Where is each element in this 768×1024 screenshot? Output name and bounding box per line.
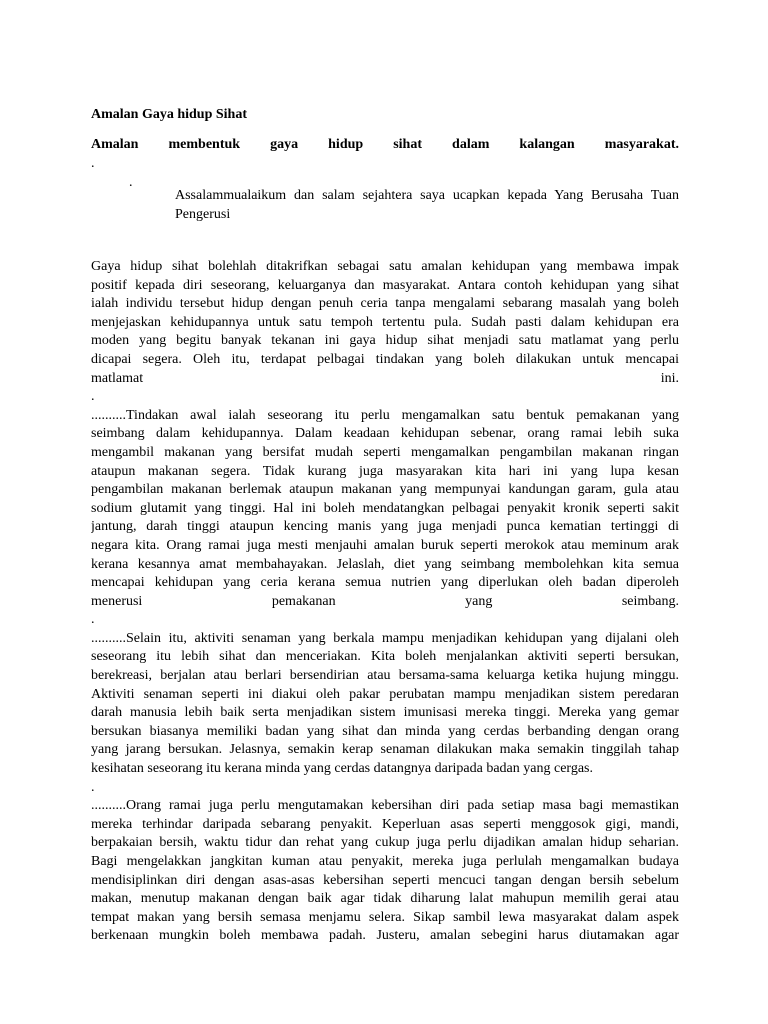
text-line: mengambil makanan yang bersifat mudah seperti mengamalkan pengambilan makanan ringan: [91, 444, 679, 460]
text-line: berpakaian bersih, waktu tidur dan rehat yang cukup juga perlu dijadikan amalan hidup seharian.: [91, 835, 679, 851]
text-line: positif kepada diri seseorang, keluarganya dan masyarakat. Antara contoh kehidupan yang sihat: [91, 277, 679, 293]
text-line: menerusi pemakanan yang seimbang.: [91, 593, 679, 609]
text-line: negara kita. Orang ramai juga mesti menjauhi amalan buruk seperti merokok atau meminum arak: [91, 537, 679, 553]
text-line: Bagi mengelakkan jangkitan kuman atau penyakit, mereka juga perlulah mengamalkan budaya: [91, 854, 679, 869]
text-line: ..........Selain itu, aktiviti senaman yang berkala mampu menjadikan kehidupan yang dijalani oleh: [91, 630, 679, 646]
text-line: kerana kesannya amat membahayakan. Jelaslah, diet yang seimbang membolehkan kita semua: [91, 556, 679, 572]
text-line: ataupun makanan segera. Tidak kurang juga masyarakan kita hari ini yang lupa kesan: [91, 463, 679, 479]
text-line: mencapai kehidupan yang ceria kerana semua nutrien yang diperlukan oleh badan diperoleh: [91, 575, 679, 591]
document-subtitle: Amalan membentuk gaya hidup sihat dalam kalangan masyarakat.: [91, 137, 679, 152]
dot-separator: .: [91, 389, 95, 405]
dot-separator: .: [129, 175, 133, 190]
text-line: ..........Orang ramai juga perlu mengutamakan kebersihan diri pada setiap masa bagi memastikan: [91, 798, 679, 814]
text-line: ..........Tindakan awal ialah seseorang itu perlu mengamalkan satu bentuk pemakanan yang: [91, 407, 679, 423]
text-line: darah manusia lebih baik serta menjadikan sistem imunisasi mereka tinggi. Mereka yang gemar: [91, 705, 679, 721]
greeting-paragraph: Assalammualaikum dan salam sejahtera saya ucapkan kepada Yang Berusaha Tuan Pengerusi: [175, 188, 679, 222]
text-line: dicapai segera. Oleh itu, terdapat pelbagai tindakan yang boleh dilakukan untuk mencapai: [91, 351, 679, 367]
dot-separator: .: [91, 779, 95, 795]
dot-separator: .: [91, 156, 95, 171]
text-line: berkenaan mungkin boleh membawa padah. Justeru, amalan sebegini harus diutamakan agar: [91, 928, 679, 944]
text-line: menjejaskan kehidupannya untuk satu tempoh tertentu pula. Sudah pasti dalam kehidupan era: [91, 314, 679, 330]
text-line: moden yang begitu banyak tekanan ini gaya hidup sihat menjadi satu matlamat yang perlu: [91, 333, 679, 349]
text-line: Aktiviti senaman seperti ini diakui oleh pakar perubatan mampu menjadikan sistem peredaran: [91, 686, 679, 702]
text-line: pengambilan makanan berlemak ataupun makanan yang mempunyai kandungan garam, gula atau: [91, 482, 679, 498]
text-line: Gaya hidup sihat bolehlah ditakrifkan sebagai satu amalan kehidupan yang membawa impak: [91, 259, 679, 274]
body-text: [91, 258, 679, 946]
document-page: [91, 0, 679, 1024]
text-line: mendisiplinkan diri dengan asas-asas kebersihan seperti mencuci tangan dengan bersih sebelum: [91, 872, 679, 888]
document-title: Amalan Gaya hidup Sihat: [91, 107, 247, 122]
text-line: ialah individu tersebut hidup dengan penuh ceria tanpa mengalami sebarang masalah yang boleh: [91, 296, 679, 312]
text-line: tempat makan yang bersih semasa menjamu selera. Sikap sambil lewa masyarakat dalam aspek: [91, 909, 679, 925]
text-line: seseorang itu lebih sihat dan menceriakan. Kita boleh menjalankan aktiviti seperti bersukan,: [91, 649, 679, 665]
text-line: mereka terhindar daripada sebarang penyakit. Keperluan asas seperti menggosok gigi, mandi,: [91, 816, 679, 832]
text-line: yang jarang bersukan. Jelasnya, semakin kerap senaman dilakukan maka semakin tinggilah tahap: [91, 742, 679, 758]
text-line: matlamat ini.: [91, 370, 679, 386]
text-line: seimbang dalam kehidupannya. Dalam keadaan kehidupan sebenar, orang ramai lebih suka: [91, 426, 679, 442]
text-line: makan, menutup makanan dengan baik agar tidak diharung lalat mahupun memilih gerai atau: [91, 891, 679, 907]
text-line: berekreasi, berjalan atau berlari bersendirian atau bersama-sama keluarga ketika hujung minggu.: [91, 668, 679, 684]
text-line: bersukan biasanya memiliki badan yang sihat dan minda yang cerdas berbanding dengan orang: [91, 723, 679, 739]
dot-separator: .: [91, 612, 95, 628]
text-line: sodium glutamit yang tinggi. Hal ini boleh mendatangkan pelbagai penyakit kronik seperti sakit: [91, 500, 679, 516]
text-line: kesihatan seseorang itu kerana minda yang cerdas datangnya daripada badan yang cergas.: [91, 761, 593, 777]
text-line: jantung, darah tinggi ataupun kencing manis yang juga menjadi punca kematian tertinggi di: [91, 519, 679, 535]
